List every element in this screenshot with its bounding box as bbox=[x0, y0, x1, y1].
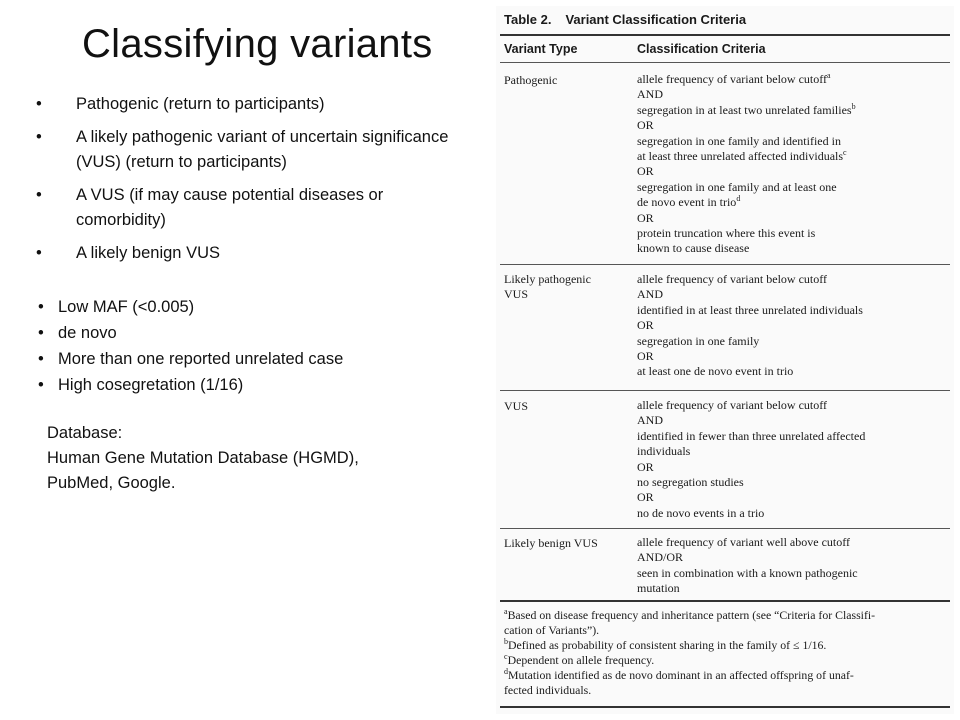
bullet-text: Pathogenic (return to participants) bbox=[76, 95, 325, 113]
criteria-line: no de novo events in a trio bbox=[637, 505, 765, 520]
column-header-criteria: Classification Criteria bbox=[637, 42, 766, 56]
row-type-line: Likely pathogenic bbox=[504, 272, 591, 286]
criteria-line: at least three unrelated affected individuals$^c$ bbox=[637, 148, 847, 164]
criteria-line: OR bbox=[637, 459, 654, 474]
criteria-line: segregation in one family and at least one bbox=[637, 179, 837, 194]
row-type-cell bbox=[504, 73, 624, 88]
classification-table-image bbox=[496, 6, 954, 714]
criteria-line: at least one de novo event in trio bbox=[637, 364, 794, 379]
criteria-line: OR bbox=[637, 210, 654, 225]
list-item bbox=[36, 241, 456, 266]
bullet-text: A likely pathogenic variant of uncertain significance (VUS) (return to participants) bbox=[76, 128, 449, 171]
criteria-line: allele frequency of variant below cutoff bbox=[637, 398, 828, 412]
criteria-line: OR bbox=[637, 490, 654, 505]
criteria-line: AND bbox=[637, 87, 663, 102]
criteria-line: segregation in one family bbox=[637, 333, 760, 348]
bullet-icon: • bbox=[36, 95, 42, 113]
bullet-text: A likely benign VUS bbox=[76, 244, 220, 262]
footnote: $^d$Mutation identified as de novo dominant in an affected offspring of unaf- bbox=[504, 667, 854, 682]
criteria-line: OR bbox=[637, 349, 654, 364]
row-type-line: Pathogenic bbox=[504, 73, 558, 87]
bullet-icon: • bbox=[38, 298, 44, 316]
footnote: $^c$Dependent on allele frequency. bbox=[504, 652, 655, 667]
footnote: $^a$Based on disease frequency and inheritance pattern (see “Criteria for Classifi- bbox=[504, 607, 876, 622]
row-type-cell bbox=[504, 536, 624, 551]
footnote: cation of Variants”). bbox=[504, 623, 600, 637]
table-footnotes bbox=[504, 608, 950, 698]
table-number: Table 2. bbox=[504, 12, 552, 27]
list-item bbox=[36, 92, 456, 117]
table-rule bbox=[500, 62, 950, 63]
row-type-line: Likely benign VUS bbox=[504, 536, 598, 550]
footnote: fected individuals. bbox=[504, 683, 592, 697]
criteria-line: de novo event in trio$^d$ bbox=[637, 194, 741, 210]
criteria-line: no segregation studies bbox=[637, 475, 744, 490]
list-item bbox=[38, 346, 458, 372]
bullet-text: High cosegretation (1/16) bbox=[58, 376, 244, 394]
table-rule bbox=[500, 600, 950, 602]
row-type-line: VUS bbox=[504, 287, 529, 301]
list-item bbox=[36, 125, 456, 175]
criteria-line: individuals bbox=[637, 444, 691, 459]
bullet-text: A VUS (if may cause potential diseases or comorbidity) bbox=[76, 186, 384, 229]
table-rule bbox=[500, 264, 950, 265]
row-type-line: VUS bbox=[504, 399, 529, 413]
bullet-icon: • bbox=[36, 128, 42, 146]
list-item bbox=[38, 320, 458, 346]
criteria-line: known to cause disease bbox=[637, 241, 750, 256]
table-rule bbox=[500, 390, 950, 391]
row-criteria-cell bbox=[637, 398, 952, 521]
footnote: $^b$Defined as probability of consistent sharing in the family of ≤ 1/16. bbox=[504, 637, 827, 652]
list-item bbox=[38, 372, 458, 398]
criteria-line: segregation in at least two unrelated families$^b$ bbox=[637, 101, 856, 117]
criteria-line: AND bbox=[637, 287, 663, 302]
criteria-line: allele frequency of variant below cutoff$^a$ bbox=[637, 71, 831, 86]
criteria-line: protein truncation where this event is bbox=[637, 226, 816, 241]
criteria-bullet-list bbox=[38, 294, 458, 398]
criteria-line: allele frequency of variant below cutoff bbox=[637, 272, 828, 286]
database-line: Human Gene Mutation Database (HGMD), bbox=[47, 449, 359, 467]
row-criteria-cell bbox=[637, 72, 952, 257]
database-line: PubMed, Google. bbox=[47, 474, 176, 492]
criteria-line: segregation in one family and identified in bbox=[637, 133, 841, 148]
bullet-text: More than one reported unrelated case bbox=[58, 350, 344, 368]
criteria-line: seen in combination with a known pathogenic bbox=[637, 565, 858, 580]
table-rule bbox=[500, 528, 950, 529]
slide-title: Classifying variants bbox=[82, 22, 433, 66]
criteria-line: mutation bbox=[637, 581, 680, 596]
bullet-text: de novo bbox=[58, 324, 117, 342]
list-item bbox=[36, 183, 456, 233]
row-type-cell bbox=[504, 399, 624, 414]
criteria-line: AND bbox=[637, 413, 663, 428]
row-criteria-cell bbox=[637, 272, 952, 380]
criteria-line: identified in fewer than three unrelated affected bbox=[637, 428, 866, 443]
database-note bbox=[47, 421, 447, 496]
column-header-type: Variant Type bbox=[504, 42, 578, 56]
table-caption-text: Variant Classification Criteria bbox=[565, 12, 747, 27]
table-rule bbox=[500, 34, 950, 36]
database-label: Database: bbox=[47, 424, 123, 442]
classification-bullet-list bbox=[36, 92, 456, 274]
row-type-cell bbox=[504, 272, 624, 302]
list-item bbox=[38, 294, 458, 320]
bullet-icon: • bbox=[36, 186, 42, 204]
bullet-icon: • bbox=[36, 244, 42, 262]
table-caption bbox=[504, 12, 746, 27]
bullet-icon: • bbox=[38, 350, 44, 368]
bullet-text: Low MAF (<0.005) bbox=[58, 298, 195, 316]
bullet-icon: • bbox=[38, 376, 44, 394]
criteria-line: AND/OR bbox=[637, 550, 684, 565]
criteria-line: OR bbox=[637, 118, 654, 133]
criteria-line: OR bbox=[637, 318, 654, 333]
criteria-line: allele frequency of variant well above cutoff bbox=[637, 535, 851, 549]
row-criteria-cell bbox=[637, 535, 952, 597]
criteria-line: OR bbox=[637, 164, 654, 179]
criteria-line: identified in at least three unrelated individuals bbox=[637, 302, 863, 317]
table-rule bbox=[500, 706, 950, 708]
bullet-icon: • bbox=[38, 324, 44, 342]
